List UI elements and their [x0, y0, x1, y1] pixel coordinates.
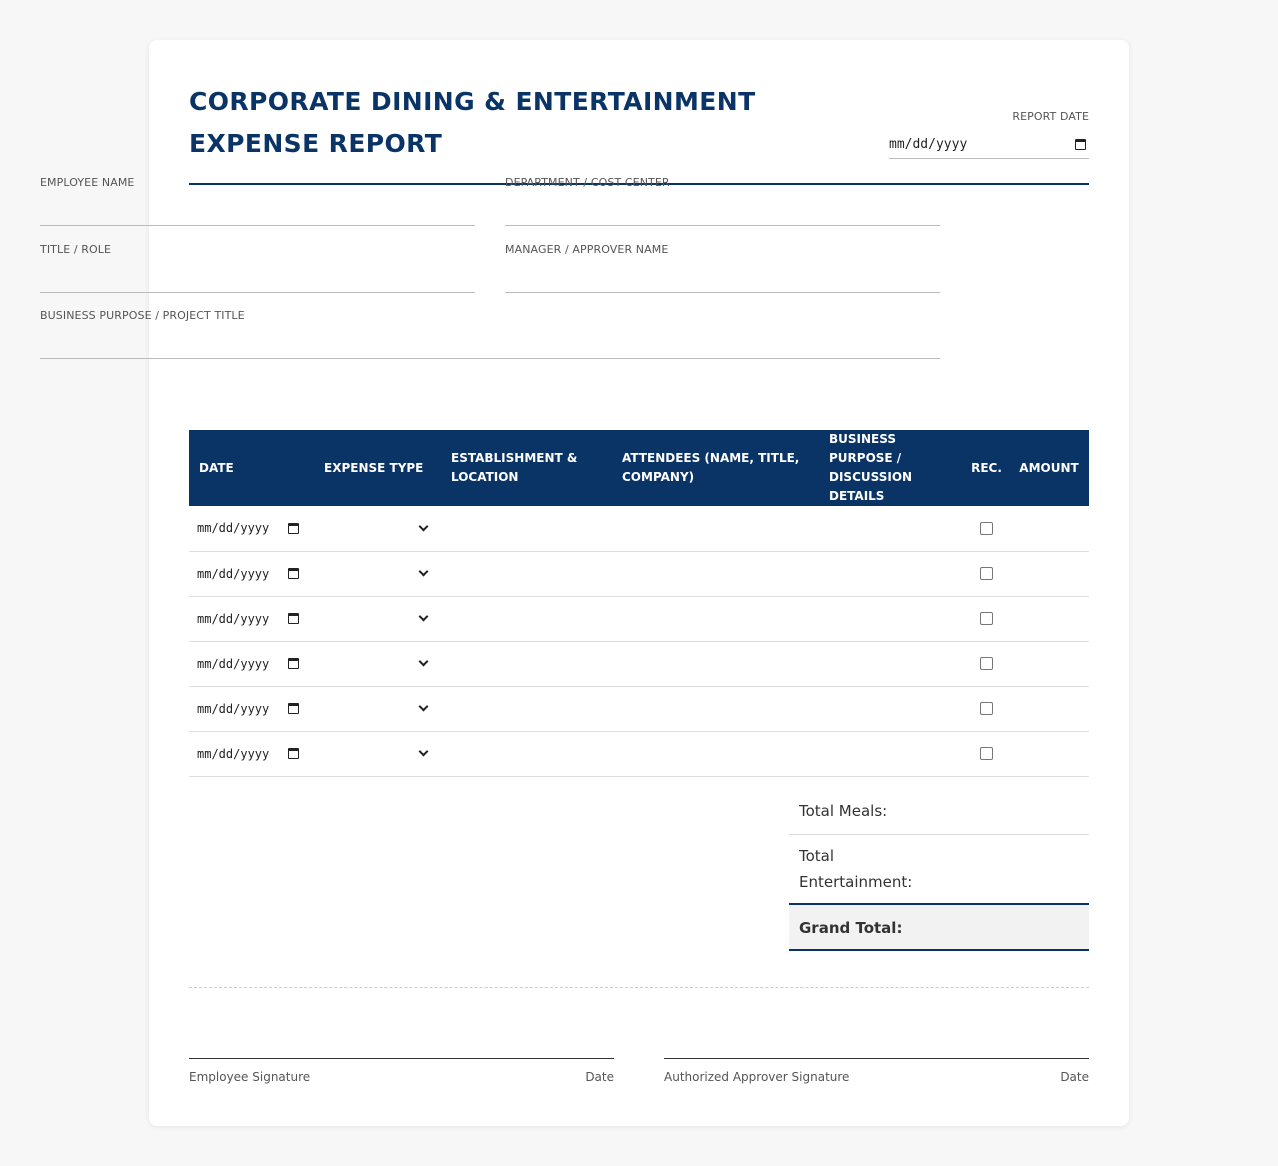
row-rec-cell[interactable] [964, 641, 1009, 686]
calendar-icon[interactable] [288, 658, 299, 669]
report-date-placeholder: mm/dd/yyyy [889, 137, 968, 152]
col-establishment: ESTABLISHMENT & LOCATION [441, 430, 612, 506]
row-purpose-input[interactable] [819, 686, 964, 731]
col-rec: REC. [964, 430, 1009, 506]
chevron-down-icon[interactable] [419, 521, 429, 531]
row-attendees-input[interactable] [612, 506, 819, 551]
col-attendees: ATTENDEES (NAME, TITLE, COMPANY) [612, 430, 819, 506]
report-header [189, 40, 1089, 185]
chevron-down-icon[interactable] [419, 747, 429, 757]
section-divider [189, 987, 1089, 988]
title-role-label: TITLE / ROLE [40, 243, 112, 256]
row-establishment-input[interactable] [441, 731, 612, 776]
row-purpose-input[interactable] [819, 506, 964, 551]
row-amount-input[interactable] [1009, 686, 1089, 731]
row-expense-type-cell[interactable] [314, 506, 441, 551]
row-date-placeholder: mm/dd/yyyy [197, 566, 270, 581]
approver-signature-line[interactable] [664, 1058, 1089, 1084]
row-establishment-input[interactable] [441, 641, 612, 686]
grand-total-label: Grand Total: [799, 919, 903, 937]
title-role-field[interactable] [40, 243, 475, 293]
row-expense-type-cell[interactable] [314, 551, 441, 596]
report-date-label: REPORT DATE [1012, 110, 1089, 123]
row-date-input[interactable] [197, 657, 306, 671]
title-role-input[interactable] [40, 292, 475, 293]
calendar-icon[interactable] [1075, 139, 1086, 150]
expense-type-select[interactable] [322, 707, 433, 710]
row-expense-type-cell[interactable] [314, 596, 441, 641]
row-purpose-input[interactable] [819, 641, 964, 686]
row-rec-cell[interactable] [964, 731, 1009, 776]
row-date-cell[interactable] [189, 551, 314, 596]
row-rec-cell[interactable] [964, 686, 1009, 731]
receipt-checkbox[interactable] [980, 612, 993, 625]
row-amount-input[interactable] [1009, 596, 1089, 641]
row-rec-cell[interactable] [964, 506, 1009, 551]
row-establishment-input[interactable] [441, 506, 612, 551]
col-expense-type: EXPENSE TYPE [314, 430, 441, 506]
employee-signature-label: Employee Signature [189, 1070, 311, 1084]
row-expense-type-cell[interactable] [314, 641, 441, 686]
row-date-cell[interactable] [189, 506, 314, 551]
manager-input[interactable] [505, 292, 940, 293]
row-attendees-input[interactable] [612, 731, 819, 776]
chevron-down-icon[interactable] [419, 612, 429, 622]
receipt-checkbox[interactable] [980, 522, 993, 535]
employee-name-field[interactable] [40, 176, 475, 226]
table-row [189, 731, 1089, 776]
receipt-checkbox[interactable] [980, 567, 993, 580]
row-date-placeholder: mm/dd/yyyy [197, 746, 270, 761]
row-attendees-input[interactable] [612, 596, 819, 641]
calendar-icon[interactable] [288, 748, 299, 759]
calendar-icon[interactable] [288, 568, 299, 579]
row-purpose-input[interactable] [819, 596, 964, 641]
employee-name-input[interactable] [40, 225, 475, 226]
row-date-cell[interactable] [189, 731, 314, 776]
row-purpose-input[interactable] [819, 551, 964, 596]
row-expense-type-cell[interactable] [314, 686, 441, 731]
calendar-icon[interactable] [288, 703, 299, 714]
col-amount: AMOUNT [1009, 430, 1089, 506]
row-amount-input[interactable] [1009, 506, 1089, 551]
table-row [189, 641, 1089, 686]
table-header-row [189, 430, 1089, 506]
approver-signature-date-label: Date [1060, 1070, 1089, 1084]
table-row [189, 506, 1089, 551]
row-date-placeholder: mm/dd/yyyy [197, 656, 270, 671]
department-field[interactable] [505, 176, 940, 226]
receipt-checkbox[interactable] [980, 657, 993, 670]
row-date-placeholder: mm/dd/yyyy [197, 701, 270, 716]
receipt-checkbox[interactable] [980, 702, 993, 715]
total-entertainment-row [789, 835, 1089, 905]
expense-type-select[interactable] [322, 527, 433, 530]
department-input[interactable] [505, 225, 940, 226]
manager-field[interactable] [505, 243, 940, 293]
business-purpose-label: BUSINESS PURPOSE / PROJECT TITLE [40, 309, 245, 322]
row-attendees-input[interactable] [612, 551, 819, 596]
grand-total-row [789, 905, 1089, 951]
total-entertainment-label: Total Entertainment: [799, 847, 913, 891]
row-date-placeholder: mm/dd/yyyy [197, 521, 270, 536]
row-rec-cell[interactable] [964, 596, 1009, 641]
business-purpose-input[interactable] [40, 358, 940, 359]
row-date-input[interactable] [197, 702, 306, 716]
approver-signature-label: Authorized Approver Signature [664, 1070, 850, 1084]
expense-type-select[interactable] [322, 617, 433, 620]
expense-type-select[interactable] [322, 662, 433, 665]
calendar-icon[interactable] [288, 613, 299, 624]
row-amount-input[interactable] [1009, 551, 1089, 596]
business-purpose-field[interactable] [40, 309, 940, 359]
row-date-cell[interactable] [189, 596, 314, 641]
row-date-cell[interactable] [189, 686, 314, 731]
department-label: DEPARTMENT / COST CENTER [505, 176, 670, 189]
manager-label: MANAGER / APPROVER NAME [505, 243, 669, 256]
row-establishment-input[interactable] [441, 596, 612, 641]
row-expense-type-cell[interactable] [314, 731, 441, 776]
expense-type-select[interactable] [322, 572, 433, 575]
row-date-input[interactable] [197, 521, 306, 535]
row-amount-input[interactable] [1009, 731, 1089, 776]
total-meals-label: Total Meals: [799, 802, 888, 820]
employee-signature-date-label: Date [585, 1070, 614, 1084]
row-establishment-input[interactable] [441, 686, 612, 731]
receipt-checkbox[interactable] [980, 747, 993, 760]
col-date: DATE [189, 430, 314, 506]
chevron-down-icon[interactable] [419, 657, 429, 667]
employee-name-label: EMPLOYEE NAME [40, 176, 135, 189]
row-rec-cell[interactable] [964, 551, 1009, 596]
row-establishment-input[interactable] [441, 551, 612, 596]
employee-signature-line[interactable] [189, 1058, 614, 1084]
chevron-down-icon[interactable] [419, 702, 429, 712]
row-date-input[interactable] [197, 612, 306, 626]
row-date-cell[interactable] [189, 641, 314, 686]
expense-type-select[interactable] [322, 752, 433, 755]
table-row [189, 551, 1089, 596]
row-date-input[interactable] [197, 747, 306, 761]
chevron-down-icon[interactable] [419, 567, 429, 577]
row-date-input[interactable] [197, 567, 306, 581]
total-meals-row [789, 788, 1089, 835]
row-purpose-input[interactable] [819, 731, 964, 776]
row-amount-input[interactable] [1009, 641, 1089, 686]
row-attendees-input[interactable] [612, 641, 819, 686]
expense-table [189, 430, 1089, 777]
row-date-placeholder: mm/dd/yyyy [197, 611, 270, 626]
table-row [189, 596, 1089, 641]
col-purpose: BUSINESS PURPOSE / DISCUSSION DETAILS [819, 430, 964, 506]
report-date-input[interactable] [889, 131, 1089, 159]
totals-panel [789, 788, 1089, 951]
table-row [189, 686, 1089, 731]
calendar-icon[interactable] [288, 523, 299, 534]
row-attendees-input[interactable] [612, 686, 819, 731]
report-date-group [889, 110, 1089, 159]
page-title: CORPORATE DINING & ENTERTAINMENT EXPENSE REPORT [189, 87, 756, 158]
